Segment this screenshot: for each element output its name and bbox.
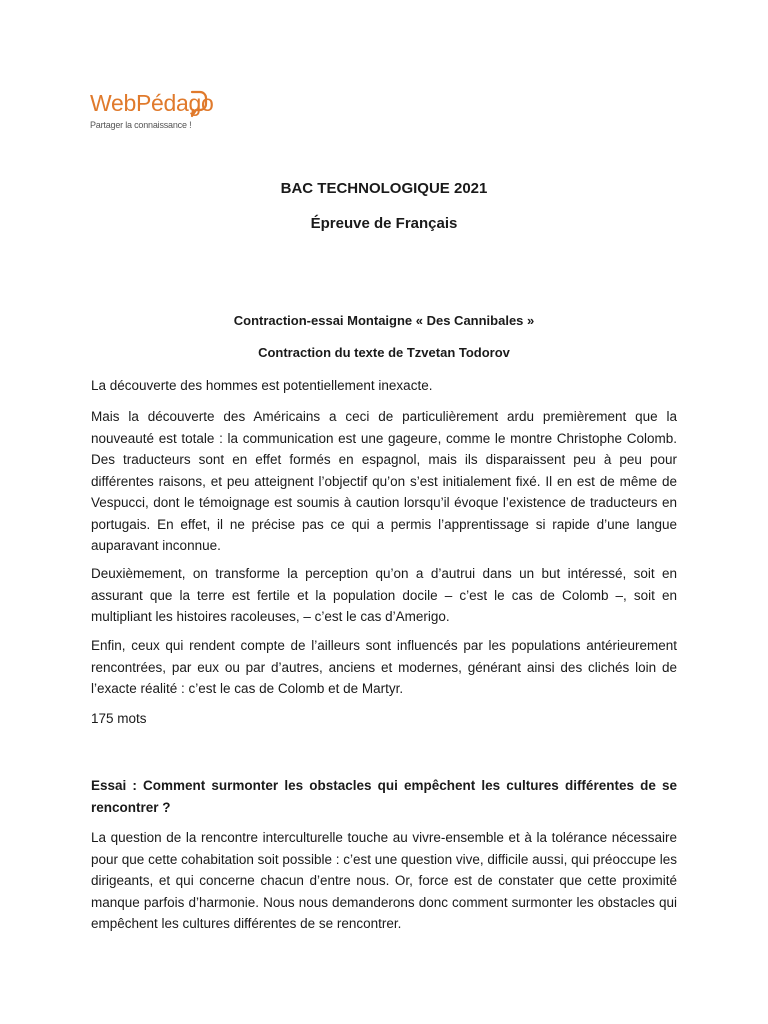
section-heading: Contraction-essai Montaigne « Des Cannibales » [233, 313, 535, 328]
paragraph-4: Enfin, ceux qui rendent compte de l’ailleurs sont influencés par les populations antérieurement rencontrées, par eux ou par d’autres, anciens et modernes, générant ainsi des clichés loin de l’exacte réalité : c’est le cas de Colomb et de Martyr. [91, 638, 677, 696]
page-subtitle: Épreuve de Français [310, 215, 458, 232]
essay-intro: La question de la rencontre interculturelle touche au vivre-ensemble et à la tolérance nécessaire pour que cette cohabitation soit possible : c’est une question vive, difficile aussi, qui préoccupe les dirigeants, et qui concerne chacun d’entre nous. Or, force est de constater que cette proximité manque parfois d’harmonie. Nous nous demanderons donc comment surmonter les obstacles qui empêchent les cultures différentes de se rencontrer. [91, 830, 677, 931]
logo-name: WebPédago [90, 90, 214, 116]
logo-tagline: Partager la connaissance ! [90, 120, 192, 130]
section-subheading: Contraction du texte de Tzvetan Todorov [258, 345, 510, 360]
webpedago-logo[interactable] [88, 86, 218, 136]
essay-question: Essai : Comment surmonter les obstacles qui empêchent les cultures différentes de se rencontrer ? [91, 778, 677, 815]
paragraph-1: La découverte des hommes est potentiellement inexacte. [91, 378, 433, 393]
paragraph-2: Mais la découverte des Américains a ceci de particulièrement ardu premièrement que la nouveauté est totale : la communication est une gageure, comme le montre Christophe Colomb. Des traducteurs sont en effet formés en espagnol, mais ils disparaissent peu à peu pour différentes raisons, et peu atteignent l’objectif qu’on s’est initialement fixé. Il en est de même de Vespucci, dont le témoignage est soumis à caution lorsqu’il évoque l’existence de traducteurs en portugais. En effet, il ne précise pas ce qui a permis l’apprentissage si rapide d’une langue auparavant inconnue. [91, 409, 677, 553]
page-title: BAC TECHNOLOGIQUE 2021 [280, 180, 488, 197]
speech-bubble-icon [188, 90, 208, 118]
paragraph-3: Deuxièmement, on transforme la perception qu’on a d’autrui dans un but intéressé, soit en assurant que la terre est fertile et la population docile – c’est le cas de Colomb –, soit en multipliant les histoires racoleuses, – c’est le cas d’Amerigo. [91, 566, 677, 624]
word-count: 175 mots [91, 711, 147, 726]
